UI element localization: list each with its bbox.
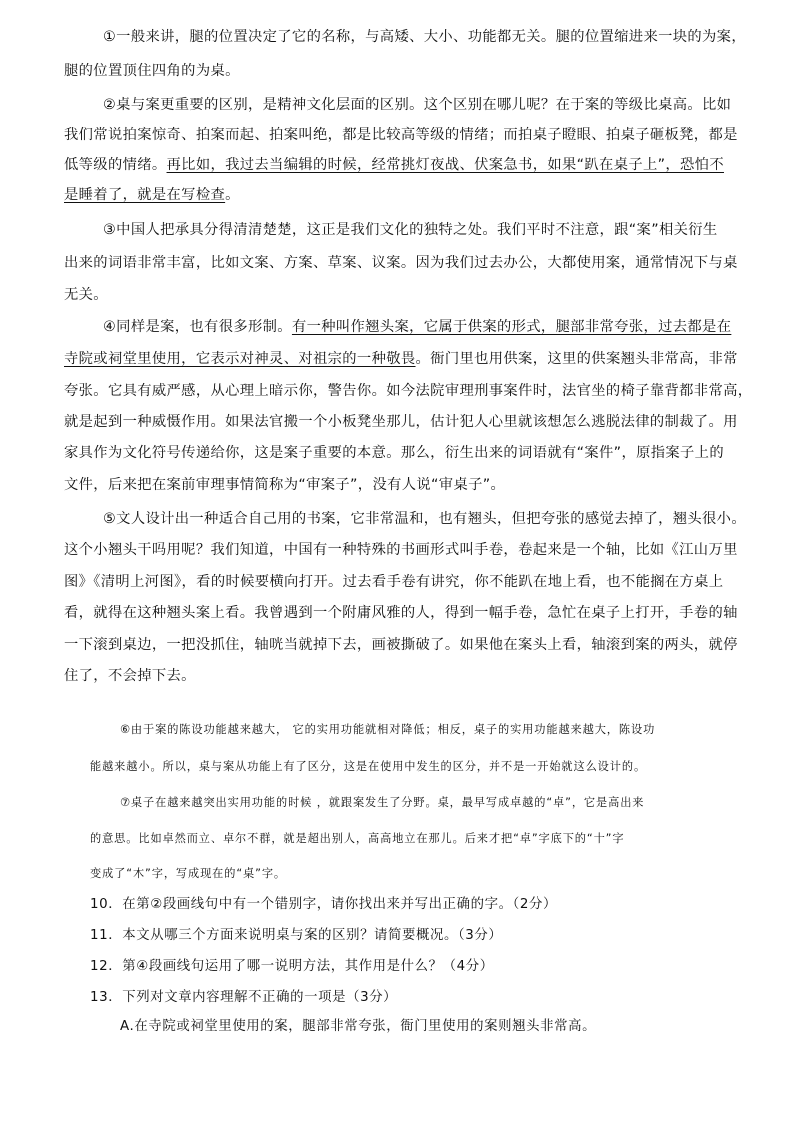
p4-line-4: 就是起到一种威慑作用。如果法官搬一个小板凳坐那儿，估计犯人心里就该想怎么逃脱法律的制裁了。用	[64, 414, 738, 430]
p2-line-4-plain: 。	[225, 187, 240, 203]
p5-line-6: 住了，不会掉下去。	[64, 668, 196, 684]
question-12: 12．第④段画线句运用了哪一说明方法，其作用是什么？（4分）	[90, 959, 494, 974]
p4-line-5: 家具作为文化符号传递给你，这是案子重要的本意。那么，衍生出来的词语就有“案件”，原指案子上的	[64, 445, 724, 461]
p4-line-1	[103, 317, 731, 337]
question-13: 13．下列对文章内容理解不正确的一项是（3分）	[90, 990, 398, 1005]
p2-underlined-sentence-part-1: 再比如，我过去当编辑的时候，经常挑灯夜战、伏案急书，如果“趴在桌子上”，恐怕不	[166, 157, 724, 173]
p3-line-3: 无关。	[64, 287, 108, 303]
p4-line-1-plain: ④同样是案，也有很多形制。	[103, 319, 292, 335]
p1-line-1: ①一般来讲，腿的位置决定了它的名称，与高矮、大小、功能都无关。腿的位置缩进来一块的为案，	[103, 29, 746, 45]
p3-line-1: ③中国人把承具分得清清楚楚，这正是我们文化的独特之处。我们平时不注意，跟“案”相关衍生	[103, 222, 718, 238]
p4-line-3: 夸张。它具有威严感，从心理上暗示你，警告你。如今法院审理刑事案件时，法官坐的椅子靠背都非常高，	[64, 383, 753, 399]
p2-line-3	[64, 155, 724, 175]
p6-line-2: 能越来越小。所以，桌与案从功能上有了区分，这是在使用中发生的区分，并不是一开始就这么设计的。	[90, 760, 647, 773]
p2-line-4	[64, 185, 240, 205]
p2-line-2: 我们常说拍案惊奇、拍案而起、拍案叫绝，都是比较高等级的情绪；而拍桌子瞪眼、拍桌子砸板凳，都是	[64, 127, 738, 143]
p5-line-5: 一下滚到桌边，一把没抓住，轴咣当就掉下去，画被撕破了。如果他在案头上看，轴滚到案的两头，就停	[64, 637, 738, 653]
p7-line-3: 变成了“木”字，写成现在的“桌”字。	[90, 867, 287, 880]
p5-line-3: 图》《清明上河图》，看的时候要横向打开。过去看手卷有讲究，你不能趴在地上看，也不能搁在方桌上	[64, 574, 724, 590]
p7-line-2: 的意思。比如卓然而立、卓尔不群，就是超出别人，高高地立在那儿。后来才把“卓”字底下的“十”字	[90, 832, 625, 845]
p5-line-2: 这个小翘头干吗用呢？我们知道，中国有一种特殊的书画形式叫手卷，卷起来是一个轴，比如《江山万里	[64, 542, 738, 558]
p4-line-2-plain: 。衙门里也用供案，这里的供案翘头非常高，非常	[415, 351, 738, 367]
p3-line-2: 出来的词语非常丰富，比如文案、方案、草案、议案。因为我们过去办公，大都使用案，通常情况下与桌	[64, 255, 738, 271]
p2-line-3-plain: 低等级的情绪。	[64, 157, 167, 173]
p6-line-1: ⑥由于案的陈设功能越来越大， 它的实用功能就相对降低；相反，桌子的实用功能越来越大，陈设功	[120, 723, 656, 736]
question-13-option-a: A.在寺院或祠堂里使用的案，腿部非常夸张，衙门里使用的案则翘头非常高。	[120, 1019, 597, 1034]
question-11: 11．本文从哪三个方面来说明桌与案的区别？请简要概况。（3分）	[90, 928, 503, 943]
p4-underlined-sentence-part-2: 寺院或祠堂里使用，它表示对神灵、对祖宗的一种敬畏	[64, 351, 416, 367]
p7-line-1: ⑦桌子在越来越突出实用功能的时候 ，就跟案发生了分野。桌，最早写成卓越的“卓”，它是高出来	[120, 796, 645, 809]
p5-line-4: 看，就得在这种翘头案上看。我曾遇到一个附庸风雅的人，得到一幅手卷，急忙在桌子上打开，手卷的轴	[64, 605, 738, 621]
p4-line-2	[64, 349, 738, 369]
p5-line-1: ⑤文人设计出一种适合自己用的书案，它非常温和，也有翘头，但把夸张的感觉去掉了，翘头很小。	[103, 511, 746, 527]
p2-underlined-sentence-part-2: 是睡着了，就是在写检查	[64, 187, 226, 203]
p2-line-1: ②桌与案更重要的区别，是精神文化层面的区别。这个区别在哪儿呢？在于案的等级比桌高。比如	[103, 97, 732, 113]
p1-line-2: 腿的位置顶住四角的为桌。	[64, 63, 240, 79]
p4-line-6: 文件，后来把在案前审理事情简称为“审案子”，没有人说“审桌子”。	[64, 477, 506, 493]
question-10: 10．在第②段画线句中有一个错别字，请你找出来并写出正确的字。（2分）	[90, 897, 557, 912]
p4-underlined-sentence-part-1: 有一种叫作翘头案，它属于供案的形式，腿部非常夸张，过去都是在	[291, 319, 732, 335]
